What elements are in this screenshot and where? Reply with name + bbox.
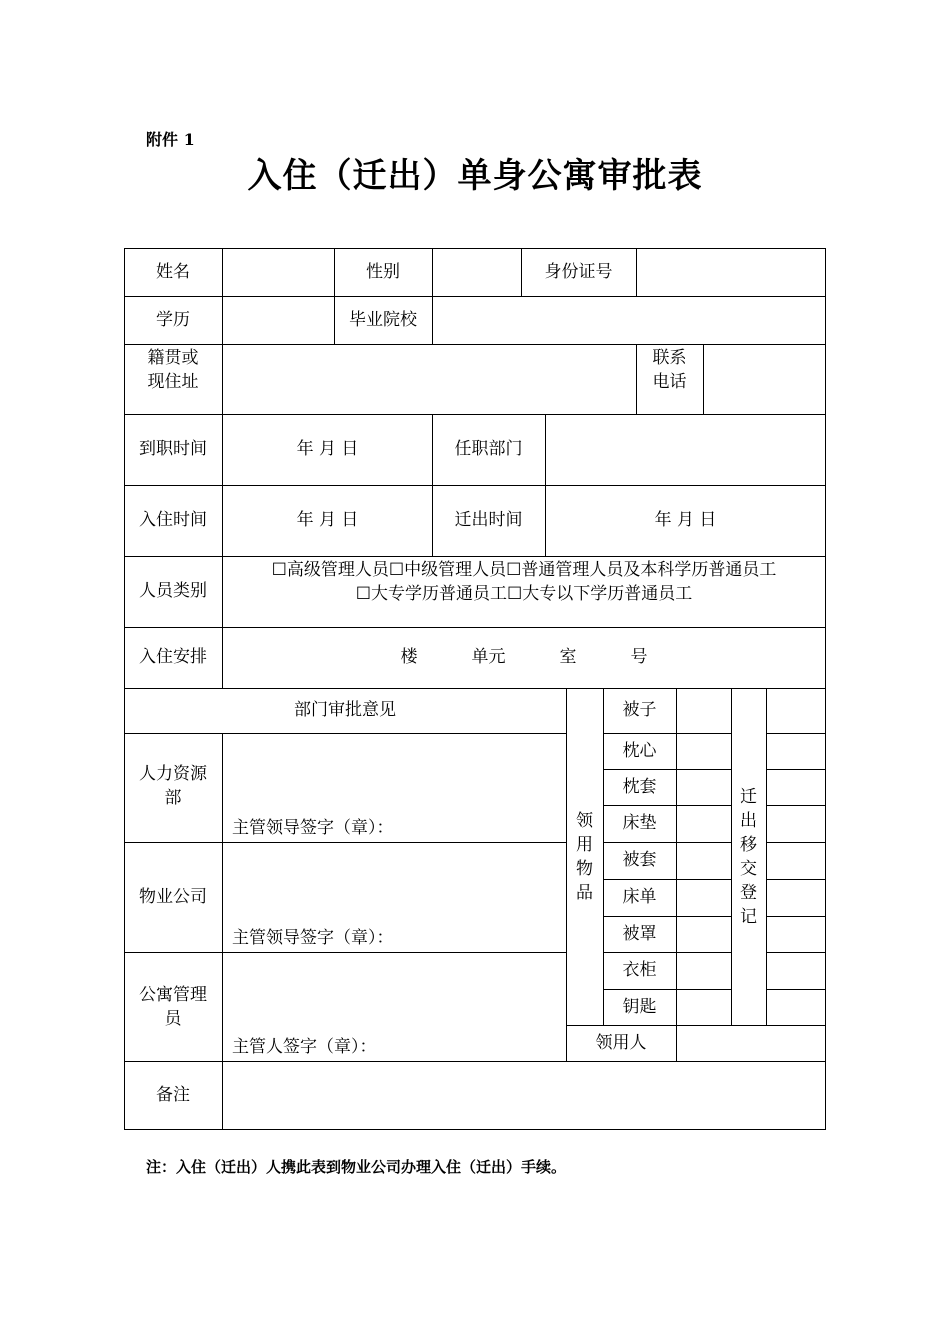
hr-label <box>124 760 222 812</box>
handover-char: 登 <box>740 882 757 903</box>
item-key: 钥匙 <box>622 996 657 1017</box>
item-wardrobe: 衣柜 <box>622 960 657 980</box>
checkin-time-label: 入住时间 <box>139 510 207 530</box>
arrangement-field[interactable]: 楼 单元 室 号 <box>400 647 648 667</box>
apartment-manager-label-line-1: 公寓管理 <box>139 985 207 1005</box>
item-bed-sheet: 床单 <box>622 887 657 907</box>
footer-note: 注：入住（迁出）人携此表到物业公司办理入住（迁出）手续。 <box>146 1158 567 1176</box>
address-field[interactable] <box>223 344 636 414</box>
property-signature-field[interactable]: 主管领导签字（章）： <box>232 928 394 948</box>
name-field[interactable] <box>223 248 334 296</box>
row-line <box>766 879 826 880</box>
phone-label-line-1: 联系 <box>652 348 687 368</box>
id-number-label: 身份证号 <box>544 261 613 282</box>
col-line <box>676 688 677 1061</box>
id-number-field[interactable] <box>637 248 825 296</box>
phone-field[interactable] <box>704 344 825 414</box>
handover-char: 交 <box>740 858 757 879</box>
col-line <box>766 688 767 1025</box>
row-line <box>766 769 826 770</box>
phone-label-line-2: 电话 <box>652 372 687 392</box>
department-field[interactable] <box>546 414 825 485</box>
apartment-manager-label-line-2: 员 <box>164 1009 182 1029</box>
received-char: 领 <box>576 810 593 831</box>
gender-field[interactable] <box>433 248 521 296</box>
receiver-label: 领用人 <box>595 1032 647 1053</box>
row-line <box>766 952 826 953</box>
hr-signature-field[interactable]: 主管领导签字（章）： <box>232 818 394 838</box>
item-mattress: 床垫 <box>622 813 657 833</box>
address-label <box>124 344 222 396</box>
approval-header: 部门审批意见 <box>294 700 396 720</box>
remarks-label: 备注 <box>156 1085 190 1105</box>
school-label: 毕业院校 <box>349 309 417 330</box>
school-field[interactable] <box>433 296 825 344</box>
category-options-line-1[interactable]: ☐高级管理人员☐中级管理人员☐普通管理人员及本科学历普通员工 <box>271 560 777 580</box>
education-field[interactable] <box>223 296 334 344</box>
handover-char: 迁 <box>740 786 757 807</box>
arrangement-label: 入住安排 <box>139 647 207 667</box>
item-duvet-cover: 被罩 <box>622 923 657 944</box>
property-company-label: 物业公司 <box>139 886 207 907</box>
name-label: 姓名 <box>156 261 190 282</box>
row-line <box>766 805 826 806</box>
category-label: 人员类别 <box>139 581 207 601</box>
address-label-line-1: 籍贯或 <box>147 348 199 368</box>
page-title: 入住（迁出）单身公寓审批表 <box>247 156 703 196</box>
item-pillowcase: 枕套 <box>622 776 657 797</box>
handover-char: 移 <box>740 834 757 855</box>
item-quilt-cover: 被套 <box>622 850 657 870</box>
phone-label <box>636 344 703 396</box>
join-date-field[interactable]: 年 月 日 <box>296 439 359 459</box>
handover-char: 出 <box>740 810 757 831</box>
received-char: 用 <box>576 834 593 855</box>
handover-char: 记 <box>740 906 757 927</box>
receiver-field[interactable] <box>677 1026 825 1061</box>
row-line <box>766 989 826 990</box>
received-char: 物 <box>576 858 593 879</box>
education-label: 学历 <box>156 309 190 330</box>
row-line <box>124 733 566 734</box>
hr-label-line-1: 人力资源 <box>139 764 207 784</box>
department-label: 任职部门 <box>454 439 523 459</box>
hr-label-line-2: 部 <box>164 788 182 808</box>
checkout-handover-label <box>731 688 766 1025</box>
attachment-label: 附件 1 <box>146 130 195 149</box>
received-items-label <box>566 688 603 1025</box>
remarks-field[interactable] <box>223 1062 825 1129</box>
category-options-line-2[interactable]: ☐大专学历普通员工☐大专以下学历普通员工 <box>355 584 693 604</box>
row-line <box>124 952 566 953</box>
row-line <box>766 842 826 843</box>
gender-label: 性别 <box>366 261 400 282</box>
apartment-manager-label <box>124 981 222 1033</box>
join-time-label: 到职时间 <box>139 439 207 459</box>
address-label-line-2: 现住址 <box>147 372 199 392</box>
received-char: 品 <box>576 882 593 903</box>
item-pillow-core: 枕心 <box>622 740 657 761</box>
checkin-date-field[interactable]: 年 月 日 <box>296 510 359 530</box>
item-quilt: 被子 <box>622 700 657 720</box>
checkout-date-field[interactable]: 年 月 日 <box>654 510 717 530</box>
category-options[interactable] <box>223 556 825 608</box>
manager-signature-field[interactable]: 主管人签字（章）： <box>232 1037 377 1057</box>
row-line <box>766 916 826 917</box>
row-line <box>766 733 826 734</box>
checkout-time-label: 迁出时间 <box>454 510 523 530</box>
